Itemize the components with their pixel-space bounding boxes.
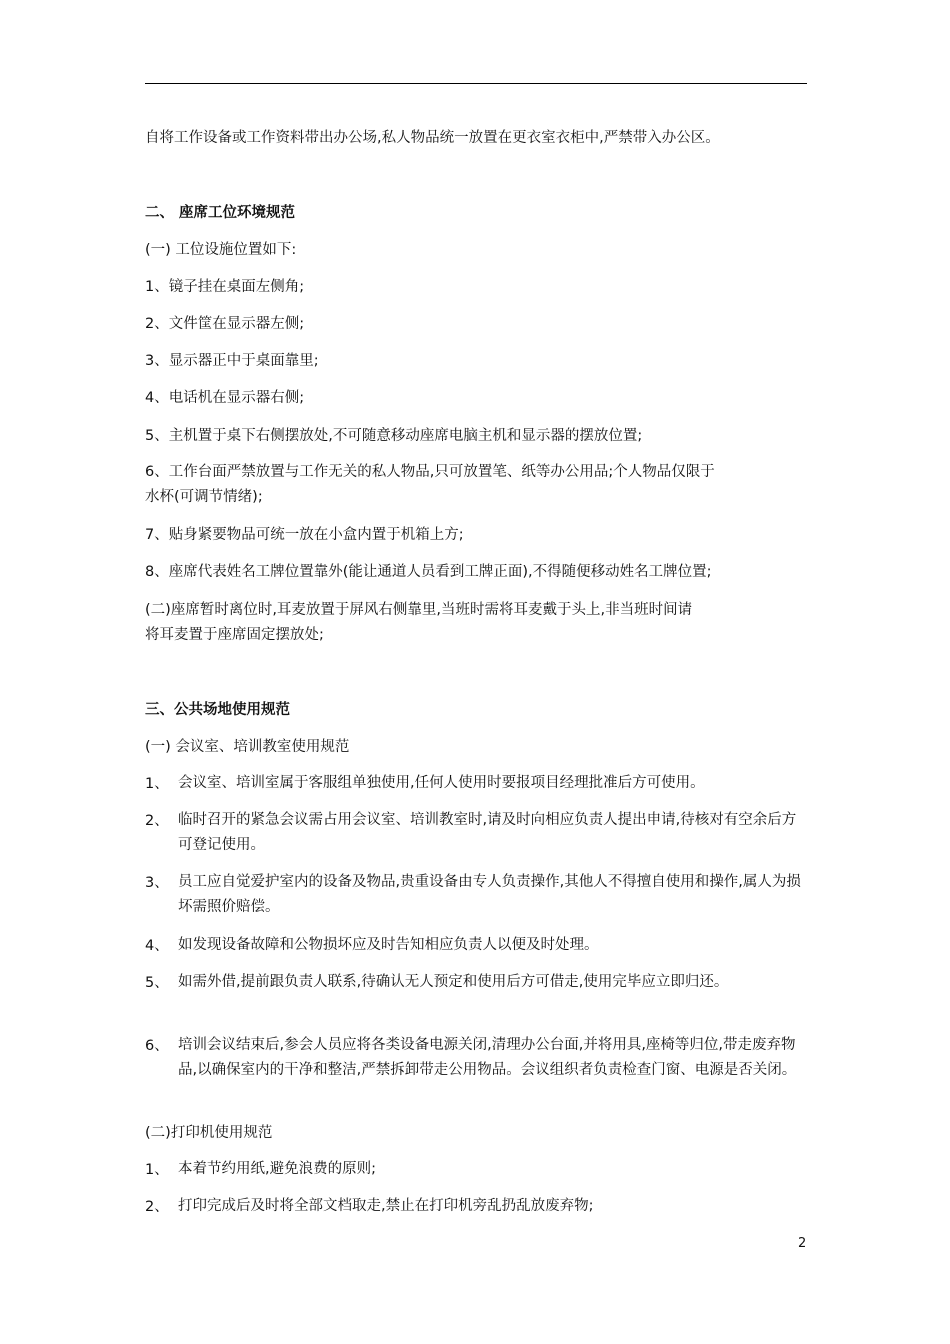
section-2-sub-1: (一) 工位设施位置如下: (145, 242, 297, 258)
item-number: 2、 (145, 813, 169, 829)
item-number: 1、 (145, 776, 169, 792)
section-2-sub-2: (二)座席暂时离位时,耳麦放置于屏风右侧靠里,当班时需将耳麦戴于头上,非当班时间请 (145, 602, 693, 618)
list-item-continuation: 水杯(可调节情绪); (145, 489, 263, 505)
item-number: 4、 (145, 938, 169, 954)
item-number: 6、 (145, 1038, 169, 1054)
item-text: 会议室、培训室属于客服组单独使用,任何人使用时要报项目经理批准后方可使用。 (178, 775, 705, 791)
item-text: 培训会议结束后,参会人员应将各类设备电源关闭,清理办公台面,并将用具,座椅等归位,带走废弃物品,以确保室内的干净和整洁,严禁拆卸带走公用物品。会议组织者负责检查门窗、电源是否关闭。 (178, 1037, 797, 1078)
item-number: 5、 (145, 975, 169, 991)
list-item: 6、工作台面严禁放置与工作无关的私人物品,只可放置笔、纸等办公用品;个人物品仅限于 (145, 464, 715, 480)
item-text: 员工应自觉爱护室内的设备及物品,贵重设备由专人负责操作,其他人不得擅自使用和操作,属人为损坏需照价赔偿。 (178, 874, 801, 915)
section-3-sub-1: (一) 会议室、培训教室使用规范 (145, 739, 350, 755)
item-text: 本着节约用纸,避免浪费的原则; (178, 1161, 376, 1177)
item-text: 如需外借,提前跟负责人联系,待确认无人预定和使用后方可借走,使用完毕应立即归还。 (178, 974, 729, 990)
item-number: 1、 (145, 1162, 169, 1178)
item-number: 3、 (145, 875, 169, 891)
section-3-sub-2: (二)打印机使用规范 (145, 1125, 273, 1141)
item-text: 临时召开的紧急会议需占用会议室、培训教室时,请及时向相应负责人提出申请,待核对有空余后方可登记使用。 (178, 812, 797, 853)
section-3-title: 三、公共场地使用规范 (145, 702, 290, 718)
page-number: 2 (798, 1236, 807, 1251)
item-text: 打印完成后及时将全部文档取走,禁止在打印机旁乱扔乱放废弃物; (178, 1198, 594, 1214)
list-item: 7、贴身紧要物品可统一放在小盒内置于机箱上方; (145, 527, 464, 543)
section-2-title: 二、 座席工位环境规范 (145, 205, 296, 221)
item-text: 如发现设备故障和公物损坏应及时告知相应负责人以便及时处理。 (178, 937, 599, 953)
list-item: 1、镜子挂在桌面左侧角; (145, 279, 305, 295)
header-rule (145, 83, 807, 84)
list-item: 3、显示器正中于桌面靠里; (145, 353, 319, 369)
list-item: 8、座席代表姓名工牌位置靠外(能让通道人员看到工牌正面),不得随便移动姓名工牌位置; (145, 564, 712, 580)
list-item: 4、电话机在显示器右侧; (145, 390, 305, 406)
section-2-sub-2-cont: 将耳麦置于座席固定摆放处; (145, 627, 324, 643)
continuation-text: 自将工作设备或工作资料带出办公场,私人物品统一放置在更衣室衣柜中,严禁带入办公区。 (145, 130, 720, 146)
item-number: 2、 (145, 1199, 169, 1215)
list-item: 2、文件筐在显示器左侧; (145, 316, 305, 332)
list-item: 5、主机置于桌下右侧摆放处,不可随意移动座席电脑主机和显示器的摆放位置; (145, 428, 643, 444)
